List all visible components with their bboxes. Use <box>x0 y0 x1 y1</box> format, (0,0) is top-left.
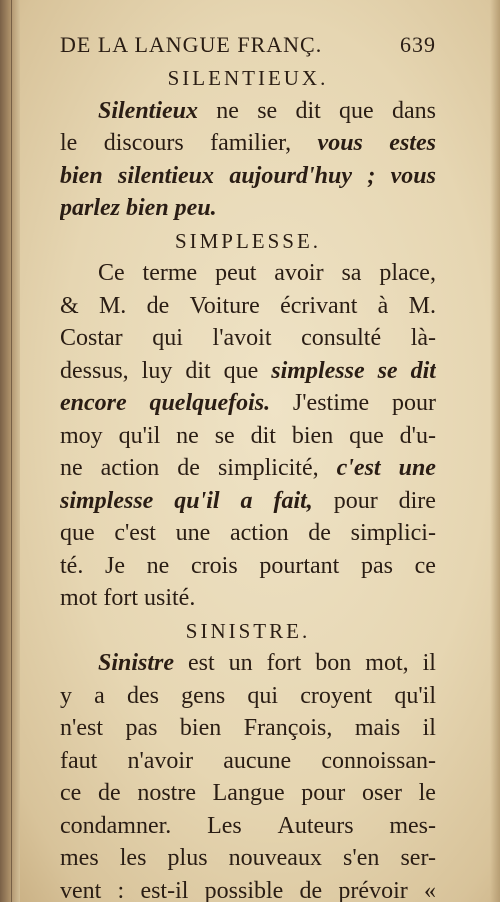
word: qu'il <box>394 682 436 709</box>
word: simplici- <box>350 520 436 546</box>
text-line <box>60 517 436 550</box>
text-line <box>60 582 436 615</box>
word: de <box>146 292 170 319</box>
word: place, <box>379 260 436 286</box>
word: pour <box>301 780 346 806</box>
text-line <box>60 810 436 843</box>
word: mot, <box>365 650 409 676</box>
word: n'est <box>60 715 103 741</box>
word: simplesse <box>271 357 365 384</box>
text-line <box>60 712 436 745</box>
word: fait, <box>273 487 313 514</box>
word: connoissan- <box>321 747 436 774</box>
text-line <box>60 355 436 388</box>
word: c'est <box>336 455 381 481</box>
word: ne <box>216 97 239 124</box>
word: action <box>100 455 160 481</box>
text-line <box>60 452 436 485</box>
word: de <box>308 520 331 546</box>
word: dit <box>410 357 436 384</box>
word: à <box>377 292 389 319</box>
word: oser <box>361 780 402 806</box>
word: que <box>349 422 384 449</box>
word: encore <box>60 390 127 416</box>
text-line <box>60 680 436 713</box>
word: terme <box>142 260 198 286</box>
word: dans <box>391 97 436 124</box>
word: de <box>97 780 121 806</box>
word: condamner. <box>60 812 172 839</box>
word: ne <box>60 455 83 481</box>
word: Sinistre <box>98 650 175 676</box>
text-line <box>60 842 436 875</box>
word: bon <box>315 650 352 676</box>
word: bien <box>60 162 103 189</box>
page-number: 639 <box>400 32 436 57</box>
word: le <box>418 780 436 806</box>
text-run: mot fort usité. <box>60 585 196 611</box>
word: « <box>423 877 436 902</box>
heading-text: SINISTRE. <box>185 618 311 643</box>
word: a <box>94 682 105 709</box>
text-line <box>60 127 436 160</box>
word: discours <box>103 130 184 156</box>
word: qu'il <box>174 487 220 514</box>
word: est-il <box>140 877 189 902</box>
text-line <box>60 160 436 193</box>
text-line <box>60 875 436 902</box>
word: est <box>188 650 215 676</box>
word: ne <box>176 422 199 449</box>
word: mes- <box>389 812 436 839</box>
word: simplicité, <box>217 455 319 481</box>
word: avoir <box>274 260 324 286</box>
word: les <box>119 845 147 871</box>
word: y <box>60 682 72 709</box>
word: luy <box>141 357 173 384</box>
word: J'estime <box>292 390 370 416</box>
word: pour <box>391 390 436 416</box>
word: simplesse <box>60 487 154 514</box>
word: dit <box>295 97 321 124</box>
word: ce <box>414 552 436 579</box>
text-line <box>60 290 436 323</box>
word: estes <box>389 130 436 156</box>
word: a <box>240 487 253 514</box>
word: pour <box>333 487 378 514</box>
word: consulté <box>301 325 382 351</box>
binding-gutter <box>0 0 20 902</box>
word: le <box>60 130 78 156</box>
word: dit <box>250 422 276 449</box>
word: bien <box>291 422 334 449</box>
word: là- <box>410 325 436 351</box>
word: n'avoir <box>127 747 194 774</box>
word: pas <box>360 552 393 579</box>
word: ; <box>367 162 376 189</box>
word: des <box>127 682 159 709</box>
word: prévoir <box>338 877 408 902</box>
word: Silentieux <box>98 97 199 124</box>
word: il <box>422 715 436 741</box>
word: nouveaux <box>228 845 322 871</box>
word: il <box>422 650 436 676</box>
entry-heading <box>60 615 436 648</box>
word: bien <box>179 715 222 741</box>
word: dit <box>185 357 211 384</box>
word: moy <box>60 422 103 449</box>
word: qui <box>247 682 279 709</box>
word: peut <box>215 260 257 286</box>
text-run: parlez bien peu. <box>60 195 217 221</box>
text-line <box>60 322 436 355</box>
text-line <box>60 550 436 583</box>
word: se <box>214 422 235 449</box>
word: Langue <box>212 780 285 806</box>
word: Voiture <box>189 292 260 319</box>
word: Je <box>105 552 125 579</box>
word: ce <box>60 780 82 806</box>
word: se <box>257 97 278 124</box>
word: quelquefois. <box>149 390 271 416</box>
text-line <box>60 192 436 225</box>
word: François, <box>243 715 333 741</box>
word: d'u- <box>399 422 436 449</box>
text-line <box>60 95 436 128</box>
word: que <box>60 520 95 546</box>
text-line <box>60 777 436 810</box>
word: croyent <box>300 682 373 709</box>
word: une <box>398 455 436 481</box>
word: mais <box>354 715 401 741</box>
word: fort <box>266 650 302 676</box>
body-text <box>60 62 436 902</box>
word: mes <box>60 845 99 871</box>
word: action <box>229 520 289 546</box>
word: silentieux <box>117 162 214 189</box>
word: possible <box>204 877 284 902</box>
entry-heading <box>60 62 436 95</box>
word: aujourd'huy <box>229 162 353 189</box>
word: pas <box>125 715 158 741</box>
entry-heading <box>60 225 436 258</box>
text-line <box>60 485 436 518</box>
word: & <box>60 292 79 319</box>
word: se <box>377 357 398 384</box>
word: c'est <box>114 520 156 546</box>
word: qu'il <box>118 422 161 449</box>
word: Auteurs <box>277 812 354 839</box>
word: ne <box>146 552 170 579</box>
word: de <box>299 877 323 902</box>
text-line <box>60 420 436 453</box>
word: que <box>339 97 374 124</box>
word: un <box>228 650 253 676</box>
word: M. <box>408 292 436 319</box>
word: sa <box>341 260 362 286</box>
word: de <box>177 455 200 481</box>
word: écrivant <box>280 292 358 319</box>
heading-text: SIMPLESSE. <box>174 228 322 253</box>
word: vous <box>390 162 436 189</box>
text-line <box>60 745 436 778</box>
word: crois <box>191 552 238 579</box>
word: l'avoit <box>212 325 272 351</box>
word: aucune <box>223 747 292 774</box>
word: Ce <box>98 260 125 286</box>
word: M. <box>98 292 127 319</box>
word: nostre <box>137 780 196 806</box>
word: : <box>117 877 125 902</box>
word: pourtant <box>259 552 340 579</box>
word: faut <box>60 747 98 774</box>
word: plus <box>167 845 208 871</box>
running-head-title: DE LA LANGUE FRANÇ. <box>60 32 323 57</box>
word: Les <box>207 812 242 839</box>
word: gens <box>181 682 226 709</box>
page-edge <box>490 0 500 902</box>
running-head <box>60 28 436 62</box>
word: qui <box>152 325 183 351</box>
word: vous <box>317 130 363 156</box>
binding-fold <box>11 0 12 902</box>
word: que <box>223 357 259 384</box>
word: dire <box>398 487 436 514</box>
text-line <box>60 257 436 290</box>
word: vent <box>60 877 102 902</box>
word: dessus, <box>60 357 129 384</box>
text-block <box>60 28 436 902</box>
word: té. <box>60 552 84 579</box>
word: Costar <box>60 325 123 351</box>
text-line <box>60 387 436 420</box>
heading-text: SILENTIEUX. <box>167 66 329 90</box>
word: ser- <box>400 845 436 871</box>
word: familier, <box>210 130 292 156</box>
word: s'en <box>343 845 380 871</box>
text-line <box>60 647 436 680</box>
word: une <box>175 520 211 546</box>
